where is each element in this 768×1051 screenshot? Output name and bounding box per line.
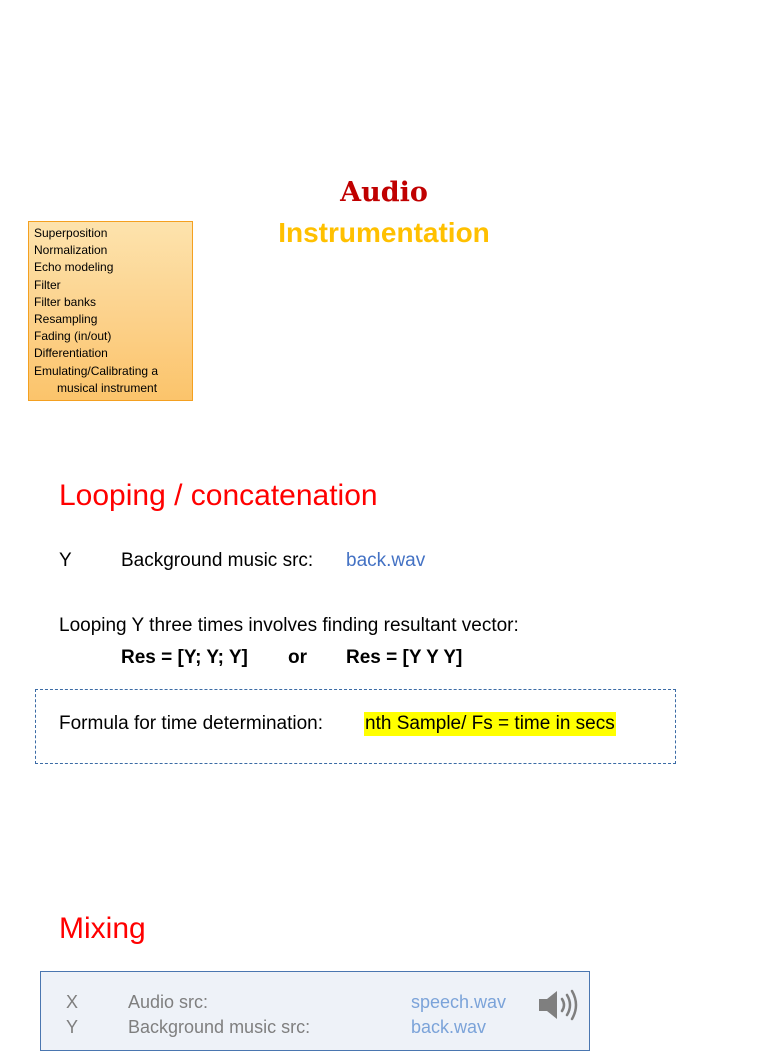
mixing-heading: Mixing <box>59 912 146 945</box>
audio-src-label: Audio src: <box>128 992 209 1012</box>
back-wav-link[interactable]: back.wav <box>411 1017 487 1037</box>
topic-list-box <box>28 221 193 401</box>
variable-x: X <box>66 992 79 1012</box>
topic-item: Emulating/Calibrating a <box>34 363 159 378</box>
variable-y: Y <box>59 550 72 571</box>
page-subtitle: Instrumentation <box>278 217 490 248</box>
result-vector-line <box>0 646 768 670</box>
mix-row-audio <box>41 990 589 1014</box>
looping-heading: Looping / concatenation <box>59 479 378 512</box>
topic-item: Resampling <box>34 312 98 327</box>
or-text: or <box>288 647 307 668</box>
topic-item: musical instrument <box>57 380 158 395</box>
looping-description: Looping Y three times involves finding resultant vector: <box>59 615 519 636</box>
speaker-volume-icon[interactable] <box>537 988 579 1022</box>
speech-wav-link[interactable]: speech.wav <box>411 992 507 1012</box>
page-title: Audio <box>340 177 428 208</box>
res-horizontal: Res = [Y Y Y] <box>346 647 463 668</box>
mixing-box <box>40 971 590 1051</box>
variable-y: Y <box>66 1017 79 1037</box>
topic-item: Normalization <box>34 243 108 258</box>
topic-item: Echo modeling <box>34 260 114 275</box>
back-wav-link[interactable]: back.wav <box>346 550 426 571</box>
background-music-label: Background music src: <box>128 1017 311 1037</box>
topic-item: Fading (in/out) <box>34 329 112 344</box>
topic-item: Differentiation <box>34 346 108 361</box>
background-music-label: Background music src: <box>121 550 314 571</box>
formula-box <box>35 689 676 764</box>
topic-item: Filter banks <box>34 294 97 309</box>
mix-row-background <box>41 1015 589 1039</box>
background-music-row <box>0 549 768 573</box>
formula-label: Formula for time determination: <box>59 713 323 734</box>
formula-highlight: nth Sample/ Fs = time in secs <box>365 713 615 734</box>
res-vertical: Res = [Y; Y; Y] <box>121 647 248 668</box>
topic-item: Filter <box>34 277 61 292</box>
topic-item: Superposition <box>34 226 108 240</box>
